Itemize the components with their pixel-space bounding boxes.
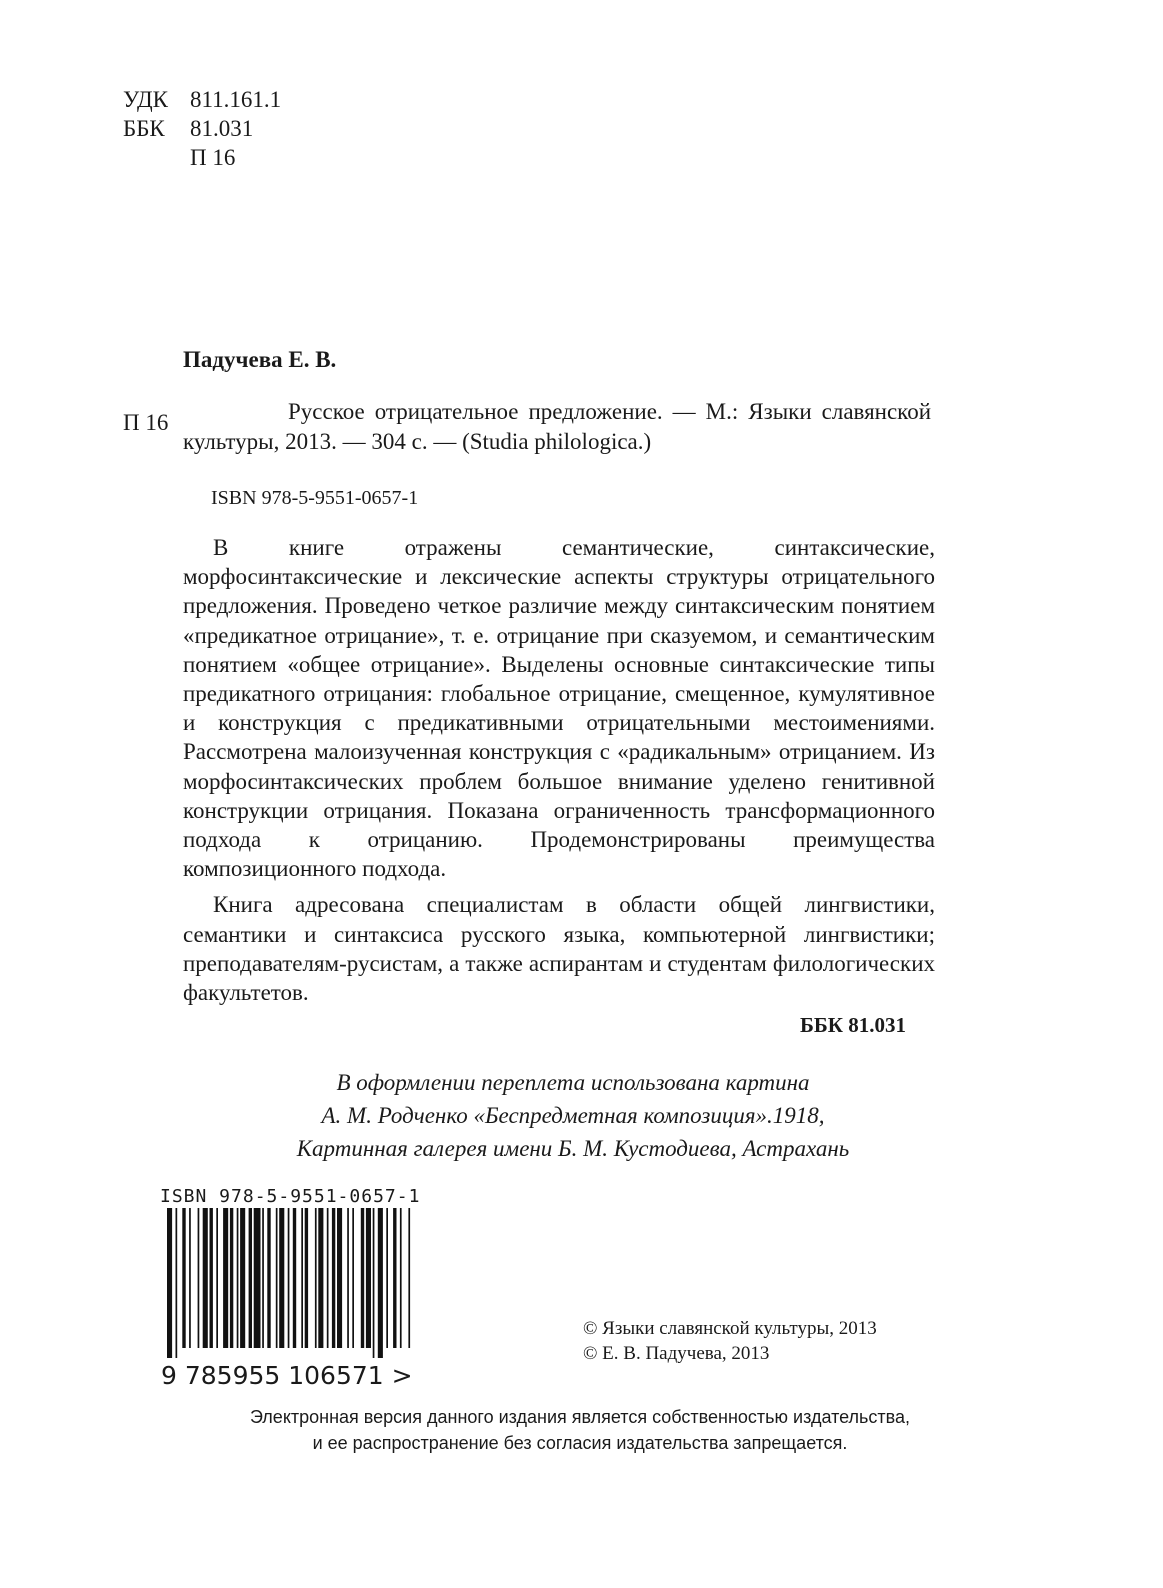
barcode-bar	[182, 1208, 185, 1348]
footer-note-line-2: и ее распространение без согласия издательства запрещается.	[312, 1433, 848, 1453]
barcode-bar	[176, 1208, 178, 1358]
barcode-bar	[408, 1208, 410, 1348]
cover-note-line-2: А. М. Родченко «Беспредметная композиция».1918,	[321, 1103, 825, 1128]
cover-note-line-3: Картинная галерея имени Б. М. Кустодиева, Астрахань	[296, 1136, 850, 1161]
bbk-value: 81.031	[190, 116, 254, 141]
cover-note-line-1: В оформлении переплета использована картина	[336, 1070, 810, 1095]
barcode-bar	[249, 1208, 252, 1348]
footer-note-line-1: Электронная версия данного издания является собственностью издательства,	[249, 1407, 911, 1427]
cover-note	[183, 1066, 963, 1165]
barcode-bar	[366, 1208, 371, 1348]
barcode-bar	[288, 1208, 290, 1348]
barcode-bar	[279, 1208, 284, 1348]
isbn-line: ISBN 978-5-9551-0657-1	[211, 487, 419, 509]
barcode-bar	[337, 1208, 342, 1348]
bibliographic-description: Русское отрицательное предложение. — М.: Языки славянской культуры, 2013. — 304 с. — (Studia philologica.)	[183, 399, 931, 454]
footer-note	[140, 1404, 1020, 1456]
cutter-side: П 16	[123, 410, 169, 435]
barcode-bar	[373, 1208, 375, 1358]
cutter-value: П 16	[190, 145, 236, 170]
barcode-bar	[230, 1208, 233, 1348]
barcode-bar	[301, 1208, 303, 1348]
author-name: Падучева Е. В.	[183, 347, 337, 372]
bbk-row	[123, 115, 253, 143]
barcode-bar	[216, 1208, 218, 1348]
barcode-bar	[386, 1208, 388, 1348]
barcode-bar	[361, 1208, 364, 1348]
bbk-bottom: ББК 81.031	[800, 1013, 906, 1037]
barcode-bar	[400, 1208, 402, 1348]
copyright-block	[583, 1316, 877, 1366]
barcode-digits: 9 785955 106571 >	[161, 1361, 413, 1390]
barcode-bar	[262, 1208, 264, 1348]
udk-row	[123, 86, 281, 114]
barcode-graphic	[159, 1208, 421, 1358]
barcode-bar	[267, 1208, 270, 1348]
barcode-bar	[332, 1208, 335, 1348]
barcode-bar	[293, 1208, 296, 1348]
bbk-label: ББК	[123, 116, 165, 141]
copyright-line-2: © Е. В. Падучева, 2013	[583, 1343, 770, 1364]
barcode-bar	[237, 1208, 239, 1348]
barcode-bar	[305, 1208, 308, 1348]
annotation-paragraph-1: В книге отражены семантические, синтаксические, морфосинтаксические и лексические аспекты структуры отрицательного предложения. Проведено четкое различие между синтаксическим понятием «предикатное отрицание», т. е. отрицание при сказуемом, и семантическим понятием «общее отрицание». Выделены основные синтаксические типы предикатного отрицания: глобальное отрицание, смещенное, кумулятивное и конструкция с предикативными отрицательными местоимениями. Рассмотрена малоизученная конструкция с «радикальным» отрицанием. Из морфосинтаксических проблем большое внимание уделено генитивной конструкции отрицания. Показана ограниченность трансформационного подхода к отрицанию. Продемонстрированы преимущества композиционного подхода.	[183, 535, 935, 882]
barcode-bar	[254, 1208, 261, 1348]
annotation	[183, 533, 935, 1007]
barcode-bar	[347, 1208, 349, 1348]
udk-label: УДК	[123, 87, 168, 112]
barcode-bar	[167, 1208, 172, 1358]
barcode-bar	[189, 1208, 191, 1348]
copyright-line-1: © Языки славянской культуры, 2013	[583, 1318, 877, 1339]
barcode-bar	[378, 1208, 383, 1358]
barcode-bar	[198, 1208, 200, 1348]
barcode-bar	[318, 1208, 323, 1348]
barcode-bar	[393, 1208, 396, 1348]
barcode-bar	[276, 1208, 278, 1348]
barcode-bar	[203, 1208, 208, 1348]
barcode-bar	[327, 1208, 329, 1348]
annotation-paragraph-2: Книга адресована специалистам в области общей лингвистики, семантики и синтаксиса русского языка, компьютерной лингвистики; преподавателям-русистам, а также аспирантам и студентам филологических факультетов.	[183, 892, 935, 1006]
cutter-row	[123, 144, 235, 172]
barcode-bar	[352, 1208, 354, 1348]
barcode-bar	[240, 1208, 245, 1348]
barcode-isbn-text: ISBN 978-5-9551-0657-1	[160, 1186, 421, 1207]
barcode-bar	[210, 1208, 213, 1348]
udk-value: 811.161.1	[190, 87, 282, 112]
barcode-bar	[223, 1208, 228, 1348]
barcode-bar	[315, 1208, 317, 1348]
